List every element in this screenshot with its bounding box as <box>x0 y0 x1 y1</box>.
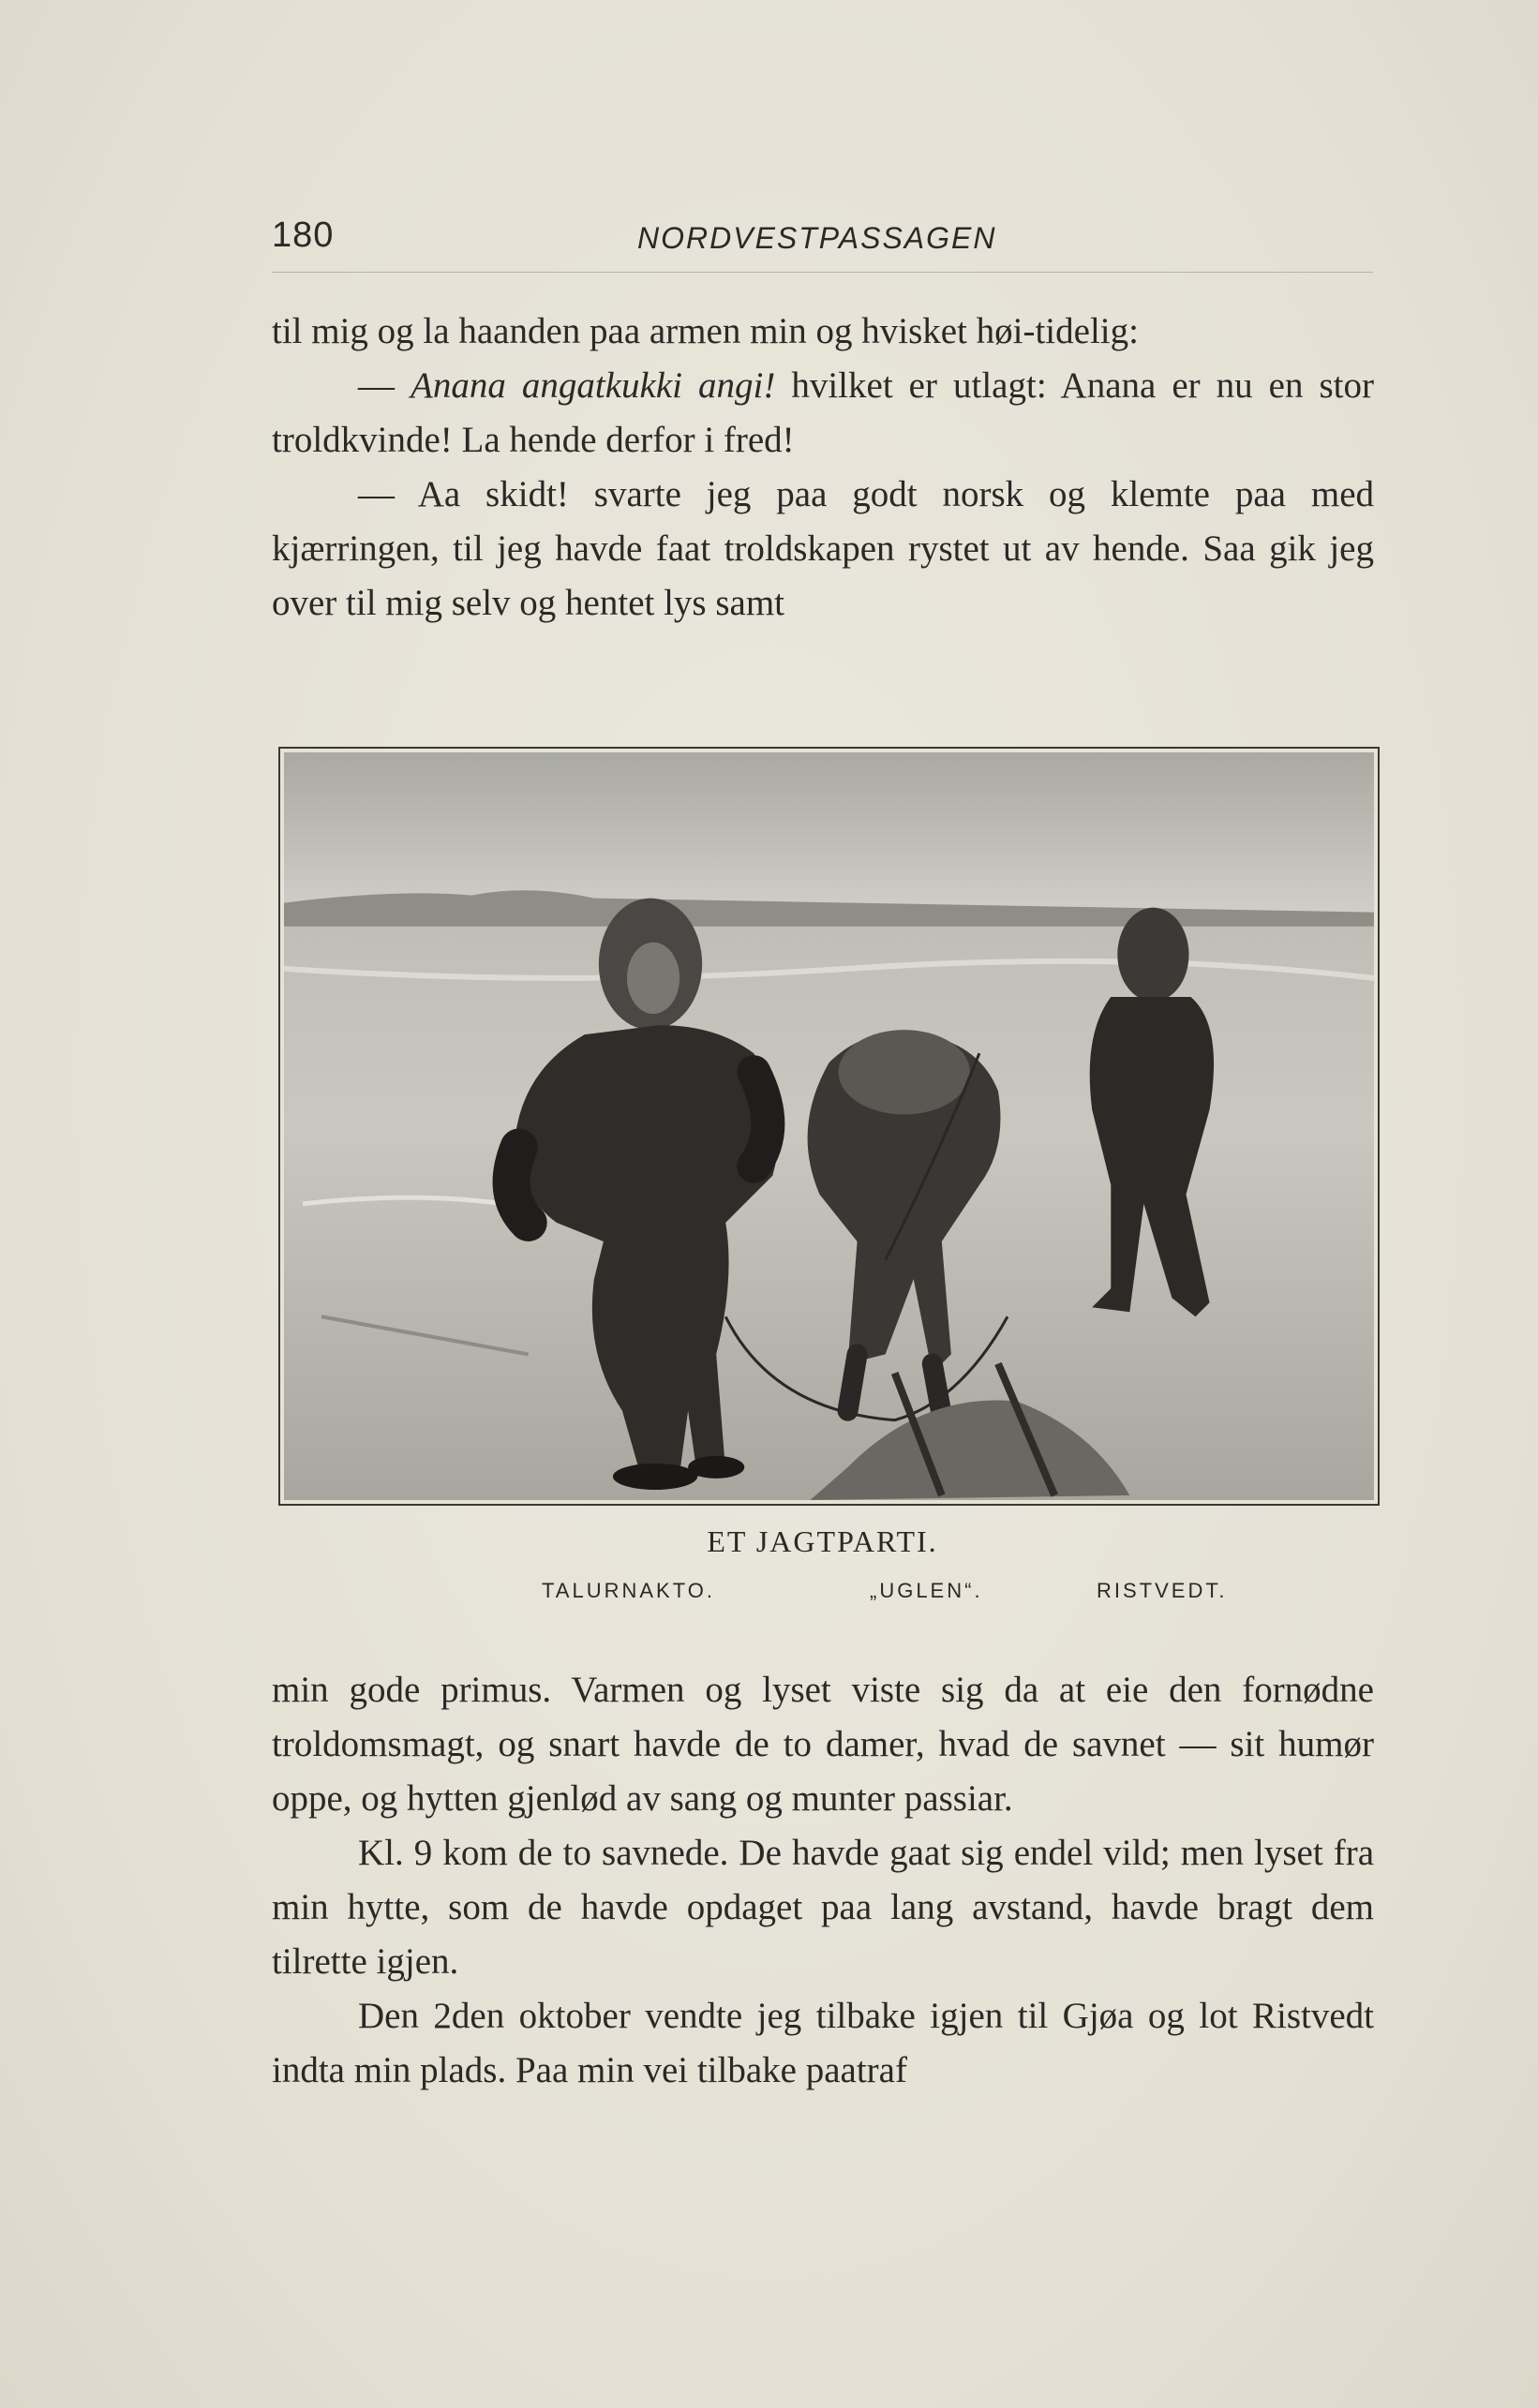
paragraph-1: til mig og la haanden paa armen min og hvisket høi-tidelig: <box>272 311 1139 351</box>
caption-name-1: TALURNAKTO. <box>542 1579 715 1602</box>
caption-name-2: „UGLEN“. <box>870 1579 983 1602</box>
page-header <box>272 216 1373 273</box>
photograph-hunting-party <box>284 752 1374 1500</box>
paragraph-4: min gode primus. Varmen og lyset viste sig da at eie den fornødne troldomsmagt, og snart havde de to damer, hvad de savnet — sit humør oppe, og hytten gjenlød av sang og munter passiar. <box>272 1670 1374 1819</box>
page-number: 180 <box>272 216 335 255</box>
top-text-block <box>272 305 1374 631</box>
running-title: NORDVESTPASSAGEN <box>637 221 997 255</box>
paragraph-2-rest: hvilket er utlagt: Anana er nu en stor troldkvinde! La hende derfor i fred! <box>272 365 1375 460</box>
paragraph-5: Kl. 9 kom de to savnede. De havde gaat sig endel vild; men lyset fra min hytte, som de havde opdaget paa lang avstand, havde bragt dem tilrette igjen. <box>272 1833 1374 1982</box>
paragraph-2 <box>272 359 1374 468</box>
paragraph-6: Den 2den oktober vendte jeg tilbake igjen til Gjøa og lot Ristvedt indta min plads. Paa min vei tilbake paatraf <box>272 1996 1374 2090</box>
photograph-frame <box>278 747 1380 1506</box>
sky <box>284 752 1374 913</box>
paragraph-3: — Aa skidt! svarte jeg paa godt norsk og klemte paa med kjærringen, til jeg havde faat troldskapen rystet ut av hende. Saa gik jeg over til mig selv og hentet lys samt <box>272 474 1374 623</box>
inuit-phrase: Anana angatkukki angi! <box>411 365 776 406</box>
bottom-text-block <box>272 1663 1374 2098</box>
figure-caption-title: ET JAGTPARTI. <box>707 1524 938 1558</box>
dash: — <box>358 365 411 406</box>
caption-name-3: RISTVEDT. <box>1097 1579 1228 1602</box>
